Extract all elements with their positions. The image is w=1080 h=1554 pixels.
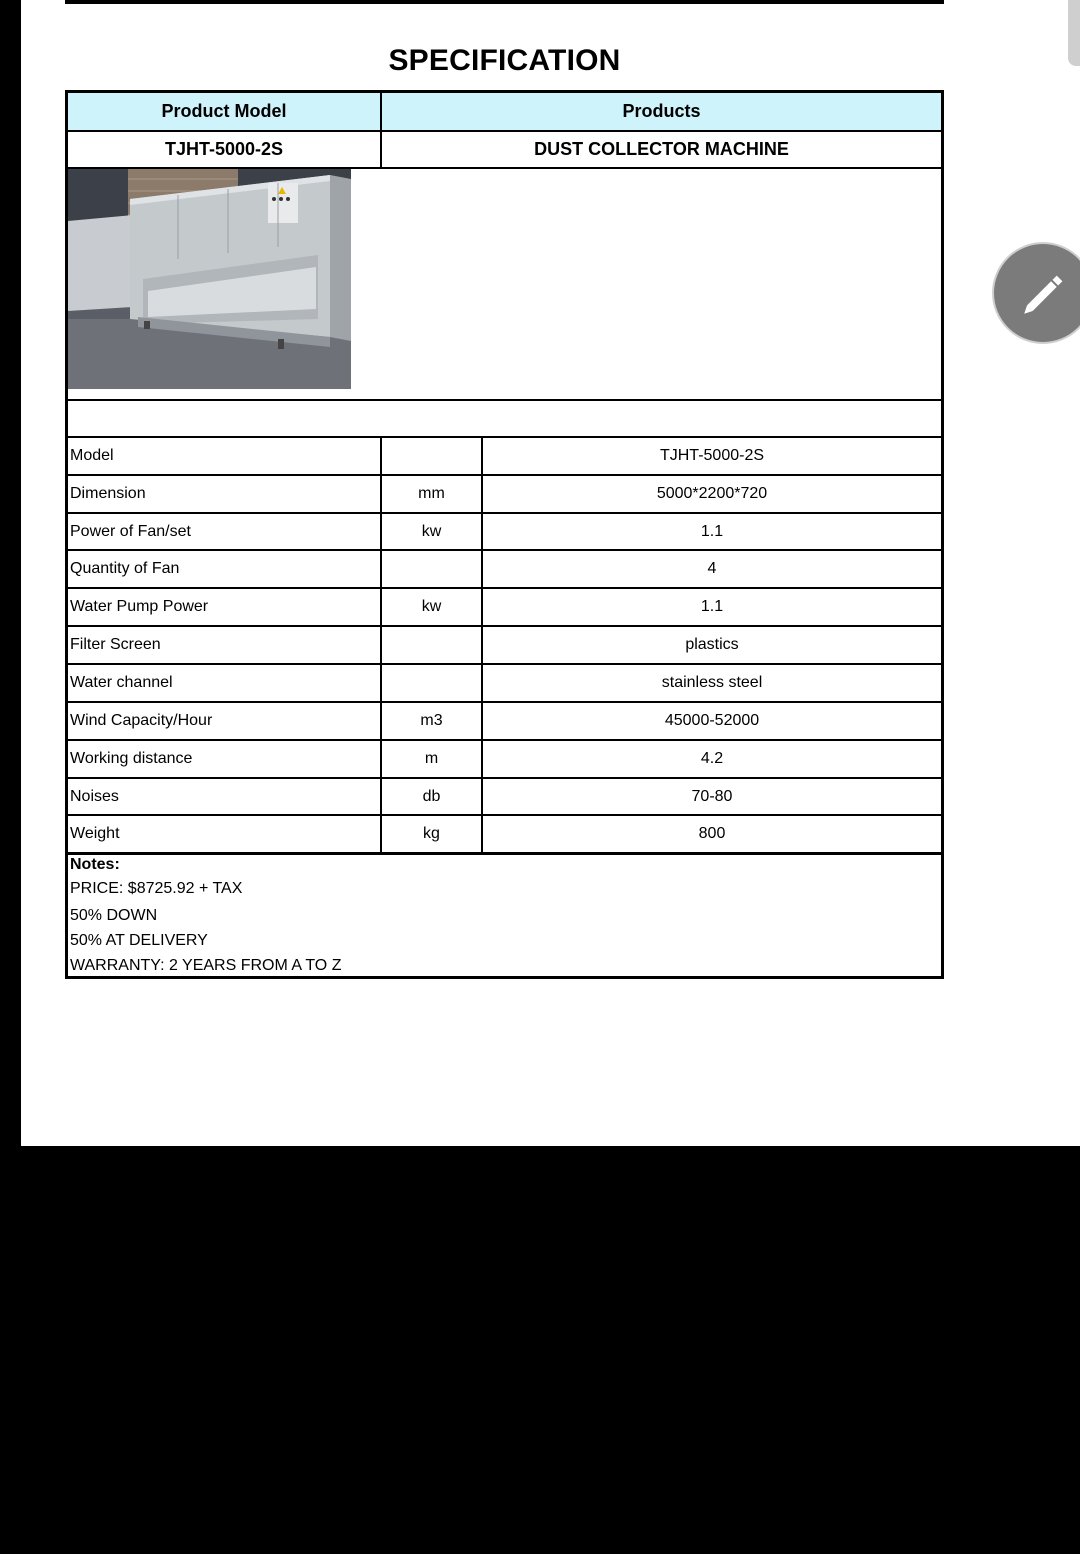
spec-param-noises: Noises xyxy=(70,787,119,805)
spec-value-model: TJHT-5000-2S xyxy=(659,447,765,464)
spec-value-pump-power: 1.1 xyxy=(700,598,724,615)
spec-unit-dimension: mm xyxy=(418,485,445,502)
product-photo xyxy=(68,169,351,389)
spec-param-pump-power: Water Pump Power xyxy=(70,598,209,615)
edit-button[interactable] xyxy=(992,242,1080,344)
header-product-model: Product Model xyxy=(68,93,380,130)
spec-unit-filter-screen xyxy=(382,627,481,663)
spec-value-weight: 800 xyxy=(698,825,726,842)
notes-line: WARRANTY: 2 YEARS FROM A TO Z xyxy=(70,957,342,974)
spec-unit-water-channel xyxy=(382,665,481,701)
spec-param-fan-power: Power of Fan/set xyxy=(70,522,191,540)
spec-value-fan-power: 1.1 xyxy=(700,522,724,540)
divider xyxy=(68,852,941,855)
divider xyxy=(68,399,941,401)
notes-heading: Notes: xyxy=(70,856,120,873)
spec-value-dimension: 5000*2200*720 xyxy=(656,485,768,502)
spec-param-weight: Weight xyxy=(70,825,120,842)
spec-value-noises: 70-80 xyxy=(691,787,733,805)
spec-value-wind-capacity: 45000-52000 xyxy=(664,712,760,729)
notes-line: 50% DOWN xyxy=(70,907,158,924)
spec-unit-noises: db xyxy=(422,787,441,805)
spec-unit-weight: kg xyxy=(423,825,440,842)
spec-unit-working-distance: m xyxy=(424,750,439,767)
spec-unit-fan-power: kw xyxy=(421,522,442,540)
scroll-track xyxy=(1059,0,1080,1146)
notes-line: 50% AT DELIVERY xyxy=(70,932,208,949)
spec-value-filter-screen: plastics xyxy=(685,636,739,653)
spec-value-working-distance: 4.2 xyxy=(700,750,724,767)
spec-value-fan-quantity: 4 xyxy=(707,560,717,577)
spec-unit-fan-quantity xyxy=(382,551,481,587)
spec-param-fan-quantity: Quantity of Fan xyxy=(70,560,180,577)
spec-param-filter-screen: Filter Screen xyxy=(70,636,161,653)
header-products: Products xyxy=(382,93,941,130)
spec-sheet xyxy=(65,90,944,979)
spec-param-dimension: Dimension xyxy=(70,485,146,502)
spec-unit-wind-capacity: m3 xyxy=(420,712,443,729)
scrollbar-thumb[interactable] xyxy=(1068,0,1080,66)
top-rule xyxy=(65,0,944,4)
product-model-value: TJHT-5000-2S xyxy=(164,139,284,159)
spec-param-working-distance: Working distance xyxy=(70,750,193,767)
spec-param-model: Model xyxy=(70,447,114,464)
spec-value-water-channel: stainless steel xyxy=(661,674,763,691)
dust-collector-image xyxy=(68,169,351,389)
page-title: SPECIFICATION xyxy=(388,44,621,77)
spec-unit-model xyxy=(382,438,481,474)
spec-param-wind-capacity: Wind Capacity/Hour xyxy=(70,712,213,729)
spec-param-water-channel: Water channel xyxy=(70,674,173,691)
spec-unit-pump-power: kw xyxy=(421,598,442,615)
notes-line: PRICE: $8725.92 + TAX xyxy=(70,880,243,897)
products-value: DUST COLLECTOR MACHINE xyxy=(534,139,789,159)
pencil-icon xyxy=(994,244,1080,342)
